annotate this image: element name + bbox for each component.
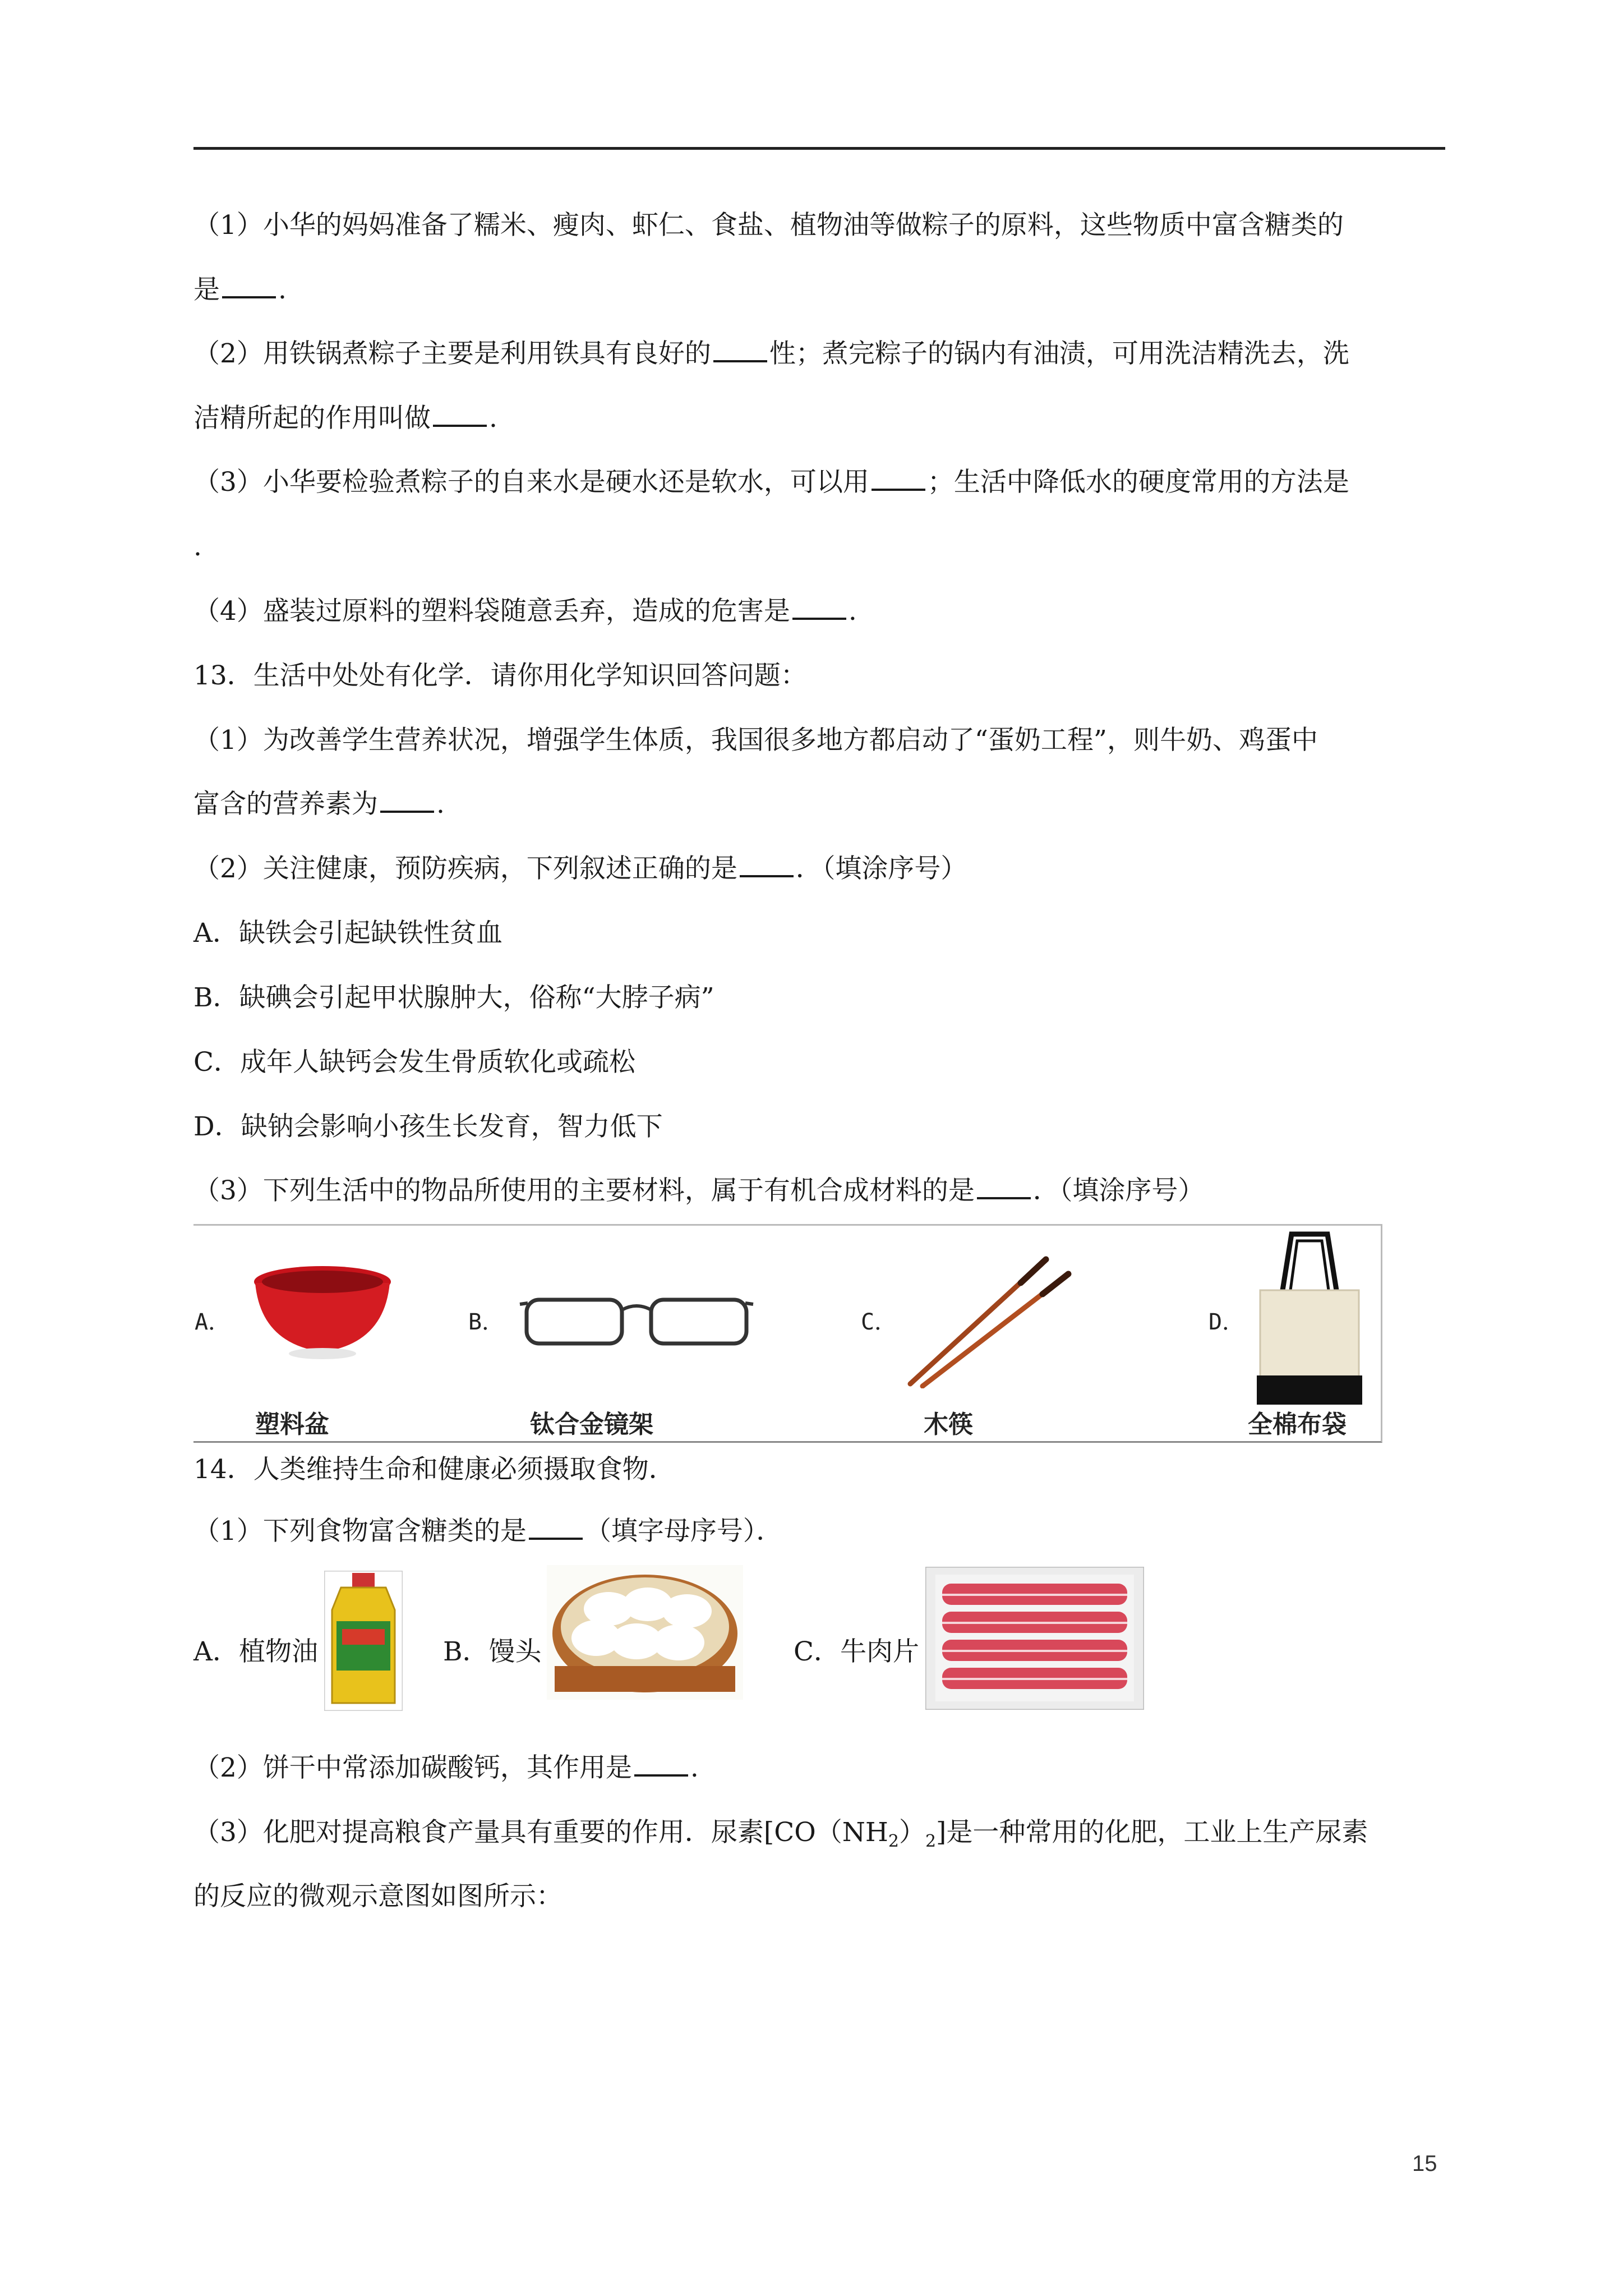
q14-part1: （1）下列食物富含糖类的是 （填字母序号）． bbox=[193, 1516, 783, 1547]
answer-blank[interactable] bbox=[977, 1175, 1031, 1199]
food-option-a-label: A．植物油 bbox=[193, 1636, 318, 1667]
q13-title: 13．生活中处处有化学．请你用化学知识回答问题： bbox=[193, 660, 807, 691]
vegetable-oil-bottle-icon bbox=[324, 1571, 403, 1711]
answer-blank[interactable] bbox=[380, 788, 434, 813]
food-option-b-label: B．馒头 bbox=[443, 1636, 542, 1667]
page-number: 15 bbox=[1412, 2151, 1437, 2176]
header-rule bbox=[193, 147, 1445, 150]
figure-option-c-label: C． bbox=[861, 1309, 897, 1335]
figure-option-d-label: D． bbox=[1209, 1309, 1245, 1335]
q13-part1-line1: （1）为改善学生营养状况，增强学生体质，我国很多地方都启动了“蛋奶工程”，则牛奶、鸡蛋中 bbox=[193, 725, 1318, 756]
q13-option-b: B．缺碘会引起甲状腺肿大，俗称“大脖子病” bbox=[193, 982, 714, 1013]
cotton-bag-icon bbox=[1248, 1228, 1371, 1408]
q12-part3-line1: （3）小华要检验煮粽子的自来水是硬水还是软水，可以用 ；生活中降低水的硬度常用的方法是 bbox=[193, 467, 1349, 498]
plastic-basin-icon bbox=[250, 1259, 395, 1366]
q13-option-d: D．缺钠会影响小孩生长发育，智力低下 bbox=[193, 1111, 663, 1142]
q14-part2: （2）饼干中常添加碳酸钙，其作用是 . bbox=[193, 1752, 699, 1783]
answer-blank[interactable] bbox=[740, 853, 794, 877]
answer-blank[interactable] bbox=[713, 338, 767, 362]
answer-blank[interactable] bbox=[222, 274, 276, 298]
answer-blank[interactable] bbox=[529, 1515, 583, 1540]
q13-part1-line2: 富含的营养素为 . bbox=[193, 789, 445, 820]
answer-blank[interactable] bbox=[634, 1752, 688, 1777]
steamed-buns-icon bbox=[547, 1565, 743, 1700]
figure-option-a-label: A． bbox=[195, 1309, 231, 1335]
q12-part2-line1: （2）用铁锅煮粽子主要是利用铁具有良好的 性；煮完粽子的锅内有油渍，可用洗洁精洗去，洗 bbox=[193, 338, 1349, 369]
wooden-chopsticks-icon bbox=[906, 1254, 1074, 1388]
q14-title: 14．人类维持生命和健康必须摄取食物． bbox=[193, 1454, 675, 1485]
answer-blank[interactable] bbox=[872, 466, 925, 491]
figure-caption-c: 木筷 bbox=[924, 1410, 973, 1439]
materials-figure bbox=[193, 1224, 1382, 1443]
q14-part3-line1: （3）化肥对提高粮食产量具有重要的作用．尿素$[CO(NH_2)_2]$是一种常用的化肥，工业上生产尿素 bbox=[193, 1817, 1368, 1851]
q13-part2: （2）关注健康，预防疾病，下列叙述正确的是 ．（填涂序号） bbox=[193, 853, 967, 884]
q14-part3-line2: 的反应的微观示意图如图所示： bbox=[193, 1881, 562, 1912]
q12-part4: （4）盛装过原料的塑料袋随意丢弃，造成的危害是 . bbox=[193, 596, 857, 627]
q13-option-a: A．缺铁会引起缺铁性贫血 bbox=[193, 918, 502, 949]
figure-caption-d: 全棉布袋 bbox=[1248, 1410, 1347, 1439]
figure-option-b-label: B． bbox=[468, 1309, 505, 1335]
food-option-c-label: C．牛肉片 bbox=[794, 1636, 919, 1667]
answer-blank[interactable] bbox=[792, 595, 846, 620]
answer-blank[interactable] bbox=[433, 402, 487, 427]
beef-slices-icon bbox=[925, 1567, 1144, 1710]
q13-part3: （3）下列生活中的物品所使用的主要材料，属于有机合成材料的是 ．（填涂序号） bbox=[193, 1175, 1205, 1206]
q12-part3-line2: . bbox=[193, 531, 202, 562]
q13-option-c: C．成年人缺钙会发生骨质软化或疏松 bbox=[193, 1047, 635, 1078]
q12-part1-line2: 是 . bbox=[193, 274, 287, 305]
q12-part1-line1: （1）小华的妈妈准备了糯米、瘦肉、虾仁、食盐、植物油等做粽子的原料，这些物质中富含糖类的 bbox=[193, 210, 1344, 241]
q12-part2-line2: 洁精所起的作用叫做 . bbox=[193, 403, 497, 434]
figure-caption-a: 塑料盆 bbox=[255, 1410, 329, 1439]
glasses-frame-icon bbox=[519, 1287, 754, 1355]
figure-caption-b: 钛合金镜架 bbox=[530, 1410, 653, 1439]
